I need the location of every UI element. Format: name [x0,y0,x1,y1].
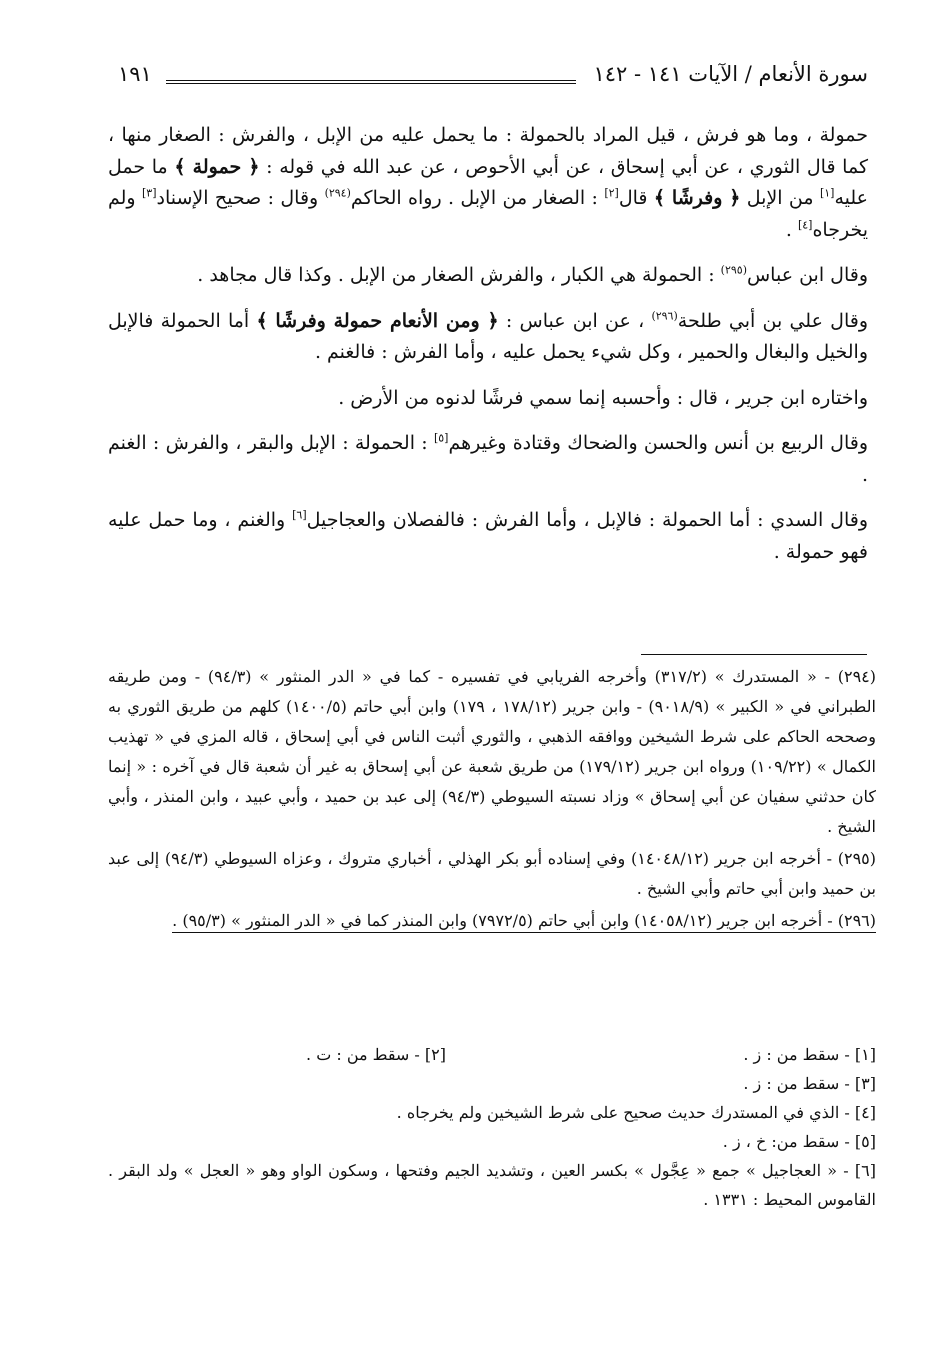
note-1: [١] - سقط من : ز . [743,1045,876,1064]
footnote-296 [108,906,876,936]
note-marker: [٢] [604,186,619,200]
footnote-296-text: (٢٩٦) - أخرجه ابن جرير (١٤٠٥٨/١٢) وابن أبي حاتم (٧٩٧٢/٥) وابن المنذر كما في « الدر المنثور » (٩٥/٣) . [172,911,876,933]
note-marker: [٦] [292,508,307,522]
hadith-footnotes [108,662,876,938]
note-row [108,1040,876,1069]
paragraph-3: وقال علي بن أبي طلحة$^{(٢٩٦)}$ ، عن ابن عباس : ﴿ ومن الأنعام حمولة وفرشًا ﴾ أما الحمولة فالإبل والخيل والبغال والحمير ، وكل شيء يحمل عليه ، وأما الفرش : فالغنم . [108,309,869,363]
note-4: [٤] - الذي في المستدرك حديث صحيح على شرط الشيخين ولم يخرجاه . [396,1103,876,1122]
footnote-marker: (٢٩٤) [324,186,351,200]
textual-notes [108,1040,876,1214]
note-6: [٦] - « العجاجيل » جمع « عِجَّول » بكسر العين ، وتشديد الجيم وفتحها ، وسكون الواو وهو « العجل » ولد البقر . القاموس المحيط : ١٣٣١ . [108,1161,876,1209]
note-5: [٥] - سقط من: خ ، ز . [722,1132,876,1151]
paragraph-5: وقال الربيع بن أنس والحسن والضحاك وقتادة وغيرهم[٥] : الحمولة : الإبل والبقر ، والفرش : الغنم . [108,431,868,486]
note-marker: [٤] [797,218,813,232]
quran-quote: ﴿ وفرشًا ﴾ [653,187,741,209]
paragraph-6: وقال السدي : أما الحمولة : فالإبل ، وأما الفرش : فالفصلان والعجاجيل[٦] والغنم ، وما حمل عليه فهو حمولة . [108,508,868,563]
note-marker: [٣] [141,186,157,200]
footnote-marker: (٢٩٥) [720,263,747,277]
main-text [108,120,868,582]
note-marker: [١] [819,186,835,200]
footnote-294: (٢٩٤) - « المستدرك » (٣١٧/٢) وأخرجه الفريابي في تفسيره - كما في « الدر المنثور » (٩٤/٣) - ومن طريقه الطبراني في « الكبير » (٩٠١٨/٩) - وابن جرير (١٧٨/١٢ ، ١٧٩) وابن أبي حاتم (١٤٠٠/٥) كلهم من طريق الثوري به وصححه الحاكم على شرط الشيخين ووافقه الذهبي ، والثوري أثبت الناس في أبي إسحاق ، قاله المزي في « تهذيب الكمال » (١٠٩/٢٢) ورواه ابن جرير (١٧٩/١٢) من طريق شعبة عن أبي إسحاق به غير أن شعبة قال في آخره : « إنما كان حدثني سفيان عن أبي إسحاق » وزاد نسبته السيوطي (٩٤/٣) إلى عبد بن حميد ، وأبي عبيد ، وابن المنذر ، وأبي الشيخ . [108,667,877,836]
header-rule [166,80,576,84]
note-3: [٣] - سقط من : ز . [743,1074,876,1093]
paragraph-2: وقال ابن عباس$^{(٢٩٥)}$ : الحمولة هي الكبار ، والفرش الصغار من الإبل . وكذا قال مجاهد . [197,263,868,286]
page-number: ١٩١ [118,62,152,86]
quran-quote: ﴿ ومن الأنعام حمولة وفرشًا ﴾ [256,309,499,332]
quran-quote: ﴿ حمولة ﴾ [174,155,260,178]
footnote-marker: (٢٩٦) [651,309,678,323]
paragraph-1: حمولة ، وما هو فرش ، قيل المراد بالحمولة : ما يحمل عليه من الإبل ، والفرش : الصغار منها ، كما قال الثوري ، عن أبي إسحاق ، عن أبي الأحوص ، عن عبد الله في قوله : ﴿ حمولة ﴾ ما حمل عليه[١] من الإبل ﴿ وفرشًا ﴾ قال[٢] : الصغار من الإبل . رواه الحاكم$^{(٢٩٤)}$ وقال : صحيح الإسناد[٣] ولم يخرجاه[٤] . [108,124,869,241]
footnote-separator [641,654,867,655]
paragraph-4: واختاره ابن جرير ، قال : وأحسبه إنما سمي فرشًا لدنوه من الأرض . [338,386,868,409]
surah-title: سورة الأنعام / الآيات ١٤١ - ١٤٢ [593,62,868,86]
note-2: [٢] - سقط من : ت . [306,1045,446,1064]
note-marker: [٥] [433,431,449,445]
footnote-295: (٢٩٥) - أخرجه ابن جرير (١٤٠٤٨/١٢) وفي إسناده أبو بكر الهذلي ، أخباري متروك ، وعزاه السيوطي (٩٤/٣) إلى عبد بن حميد وابن أبي حاتم وأبي الشيخ . [108,849,877,898]
running-header [118,58,868,98]
